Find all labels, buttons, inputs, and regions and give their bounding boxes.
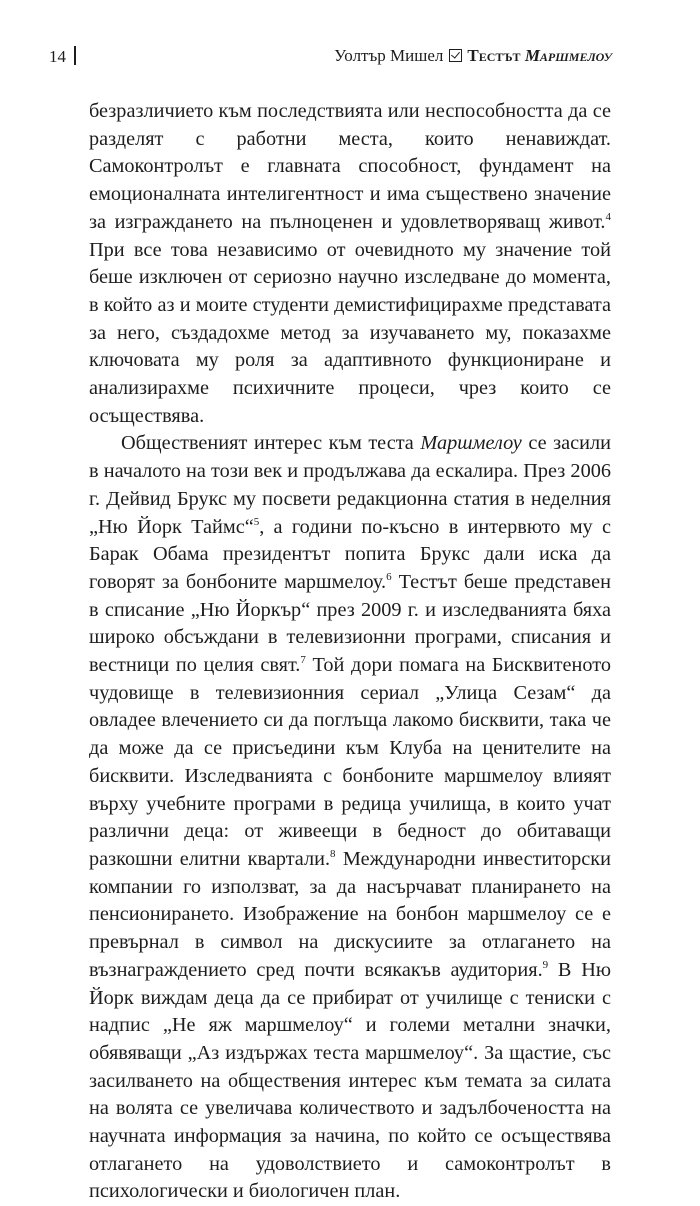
footnote-ref: 4 — [605, 210, 611, 223]
body-text — [89, 98, 611, 1206]
running-header — [0, 0, 700, 80]
author-name: Уолтър Мишел — [334, 46, 444, 65]
text-run: При все това независимо от очевидното му значение той беше изключен от сериозно научно изследване до момента, в който аз и моите студенти демистифицирахме представата за него, създадохме метод за изучаването му, показахме ключовата му роля за адаптивното функциониране и анализирахме психичните процеси, чрез които се осъществява. — [89, 238, 611, 427]
page-number: 14 — [49, 46, 76, 67]
text-run: Тестът беше представен в списание „Ню Йоркър“ през 2009 г. и изследванията бяха широко обсъждани в телевизионни програми, списания и вестници по целия свят. — [89, 570, 611, 677]
book-title-italic: Маршмелоу — [524, 46, 612, 65]
paragraph — [89, 430, 611, 1206]
running-title — [334, 46, 612, 66]
text-run: Той дори помага на Бисквитеното чудовище в телевизионния сериал „Улица Сезам“ да овладее влечението си да поглъща лакомо бисквити, така че да може да се присъедини към Клуба на ценителите на бисквити. Изследванията с бонбоните маршмелоу влияят върху учебните програми в редица училища, в които учат различни деца: от живеещи в бедност до обитаващи разкошни елитни квартали. — [89, 654, 611, 870]
text-run: се засили в началото на този век и продължава да ескалира. През 2006 г. Дейвид Брукс му посвети редакционна статия в неделния „Ню Йорк Таймс“ — [89, 432, 611, 538]
book-title-main: Тестът — [467, 46, 521, 65]
italic-term: Маршмелоу — [420, 432, 522, 455]
footnote-ref: 6 — [386, 570, 392, 583]
footnote-ref: 5 — [253, 515, 260, 528]
footnote-ref: 9 — [542, 958, 549, 971]
text-run: , а години по-късно в интервюто му с Барак Обама президентът попита Брукс дали иска да говорят за бонбоните маршмелоу. — [89, 515, 611, 593]
text-run: Общественият интерес към теста — [121, 432, 421, 455]
text-run: безразличието към последствията или неспособността да се разделят с работни места, които ненавиждат. Самоконтролът е главната способност, фундамент на емоционалната интелигентност и има съществено значение за изграждането на пълноценен и удовлетворяващ живот. — [89, 100, 611, 233]
checkbox-icon — [449, 49, 462, 62]
paragraph — [89, 98, 611, 430]
text-run: В Ню Йорк виждам деца да се прибират от училище с тениски с надпис „Не яж маршмелоу“ и големи метални значки, обявяващи „Аз издържах теста маршмелоу“. За щастие, със засилването на обществения интерес към темата за силата на волята се увеличава количеството и задълбочеността на научната информация за начина, по който се осъществява отлагането на удоволствието и самоконтролът в психологически и биологичен план. — [89, 958, 611, 1203]
text-run: Международни инвеститорски компании го използват, за да насърчават планирането на пенсионирането. Изображение на бонбон маршмелоу се е превърнал в символ на дискусиите за отлагането на възнаграждението сред почти всякакъв аудитория. — [89, 847, 611, 981]
header-separator — [74, 46, 76, 65]
footnote-ref: 8 — [330, 847, 336, 860]
footnote-ref: 7 — [300, 654, 306, 667]
